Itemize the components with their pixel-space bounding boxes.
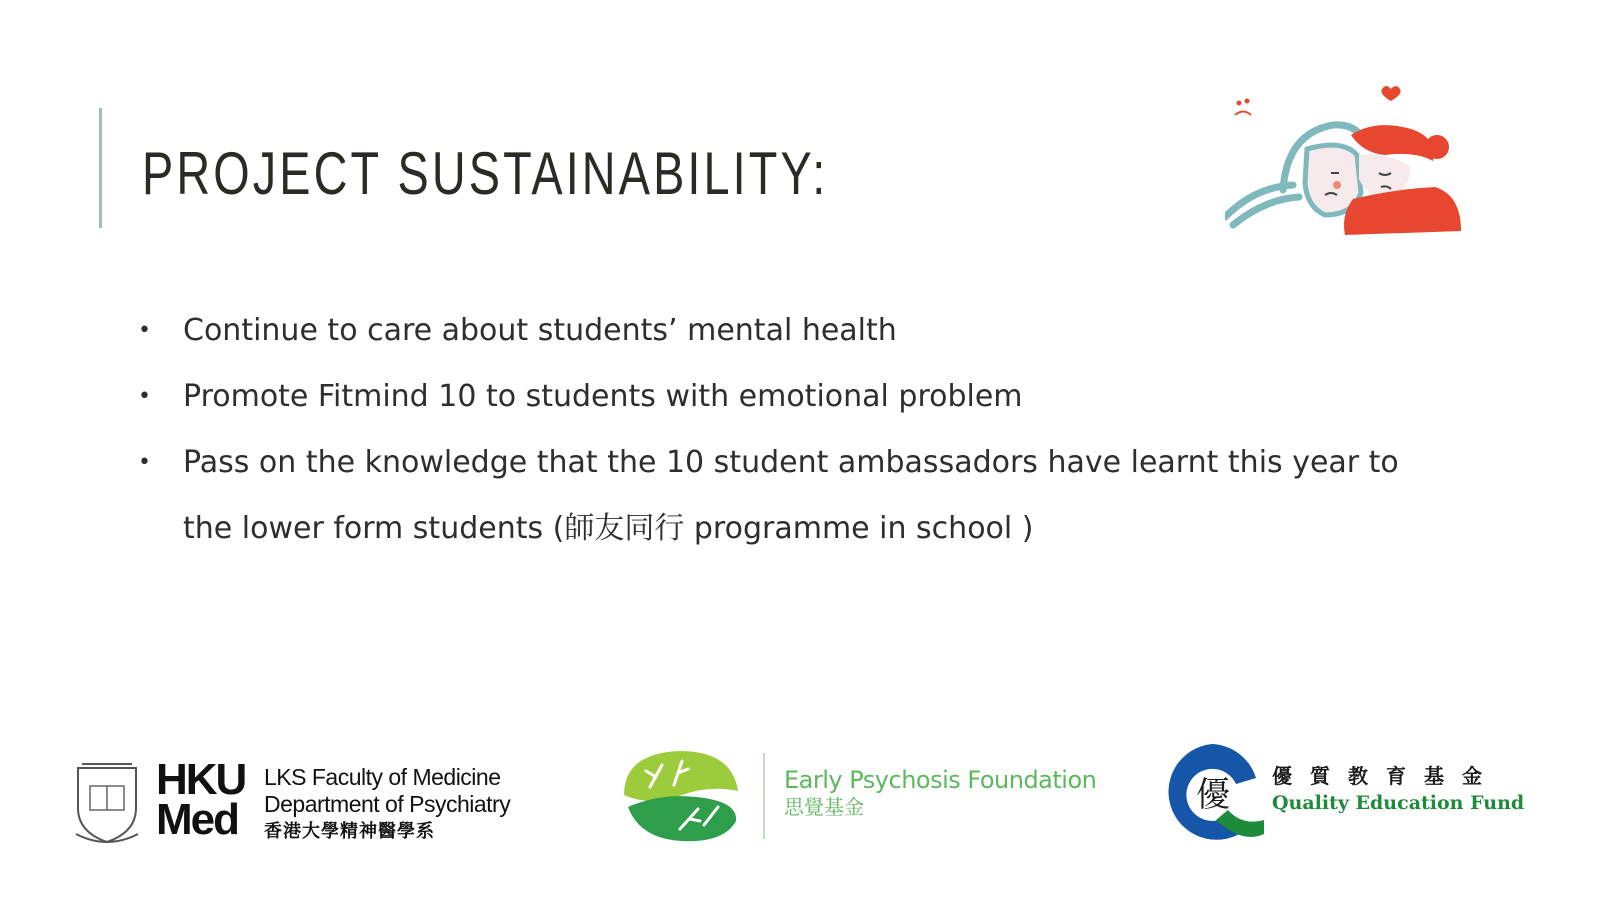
title-accent-line	[99, 108, 102, 228]
bullet-text: Promote Fitmind 10 to students with emotional problem	[183, 379, 1023, 414]
qef-name-en: Quality Education Fund	[1272, 792, 1525, 814]
hku-department-text	[264, 764, 510, 845]
slide-title: PROJECT SUSTAINABILITY:	[142, 140, 829, 207]
friends-hug-illustration	[1225, 75, 1485, 250]
quality-education-fund-logo	[1160, 740, 1525, 855]
heart-doodle-icon	[1381, 86, 1400, 101]
bullet-item-care-mental-health	[138, 298, 1408, 364]
bullet-item-pass-on-knowledge	[138, 430, 1408, 562]
epf-divider	[763, 753, 765, 839]
bullet-text-continuation: the lower form students (師友同行 programme in school )	[183, 511, 1034, 546]
qef-name-cn: 優質教育基金	[1272, 764, 1500, 788]
bullet-marker: •	[138, 318, 151, 343]
hku-wordmark-line1: HKU	[156, 755, 246, 804]
hku-med-logo	[72, 755, 562, 852]
epf-leaf-emblem-icon	[620, 745, 742, 845]
hku-wordmark-line2: Med	[156, 795, 238, 844]
bullet-text: Pass on the knowledge that the 10 student ambassadors have learnt this year to	[183, 445, 1399, 480]
bullet-marker: •	[138, 450, 151, 475]
sad-face-doodle-icon	[1235, 100, 1251, 116]
qef-text	[1272, 762, 1524, 816]
bullet-item-promote-fitmind	[138, 364, 1408, 430]
early-psychosis-foundation-logo	[620, 745, 1097, 850]
red-friend-bun	[1425, 135, 1449, 159]
hku-med-wordmark	[156, 755, 246, 844]
qef-emblem-char: 優	[1196, 775, 1230, 815]
epf-name-en: Early Psychosis Foundation	[784, 766, 1097, 794]
bullet-text: Continue to care about students’ mental health	[183, 313, 897, 348]
bullet-marker: •	[138, 384, 151, 409]
epf-text	[784, 765, 1096, 819]
hku-department-name-cn: 香港大學精神醫學系	[264, 821, 435, 841]
epf-name-cn: 思覺基金	[784, 795, 864, 819]
bullet-list	[138, 298, 1408, 562]
hku-crest-icon	[72, 760, 142, 846]
hku-faculty-name: LKS Faculty of Medicine	[264, 764, 501, 790]
qef-q-emblem-icon	[1160, 740, 1264, 850]
hku-department-name: Department of Psychiatry	[264, 791, 511, 817]
